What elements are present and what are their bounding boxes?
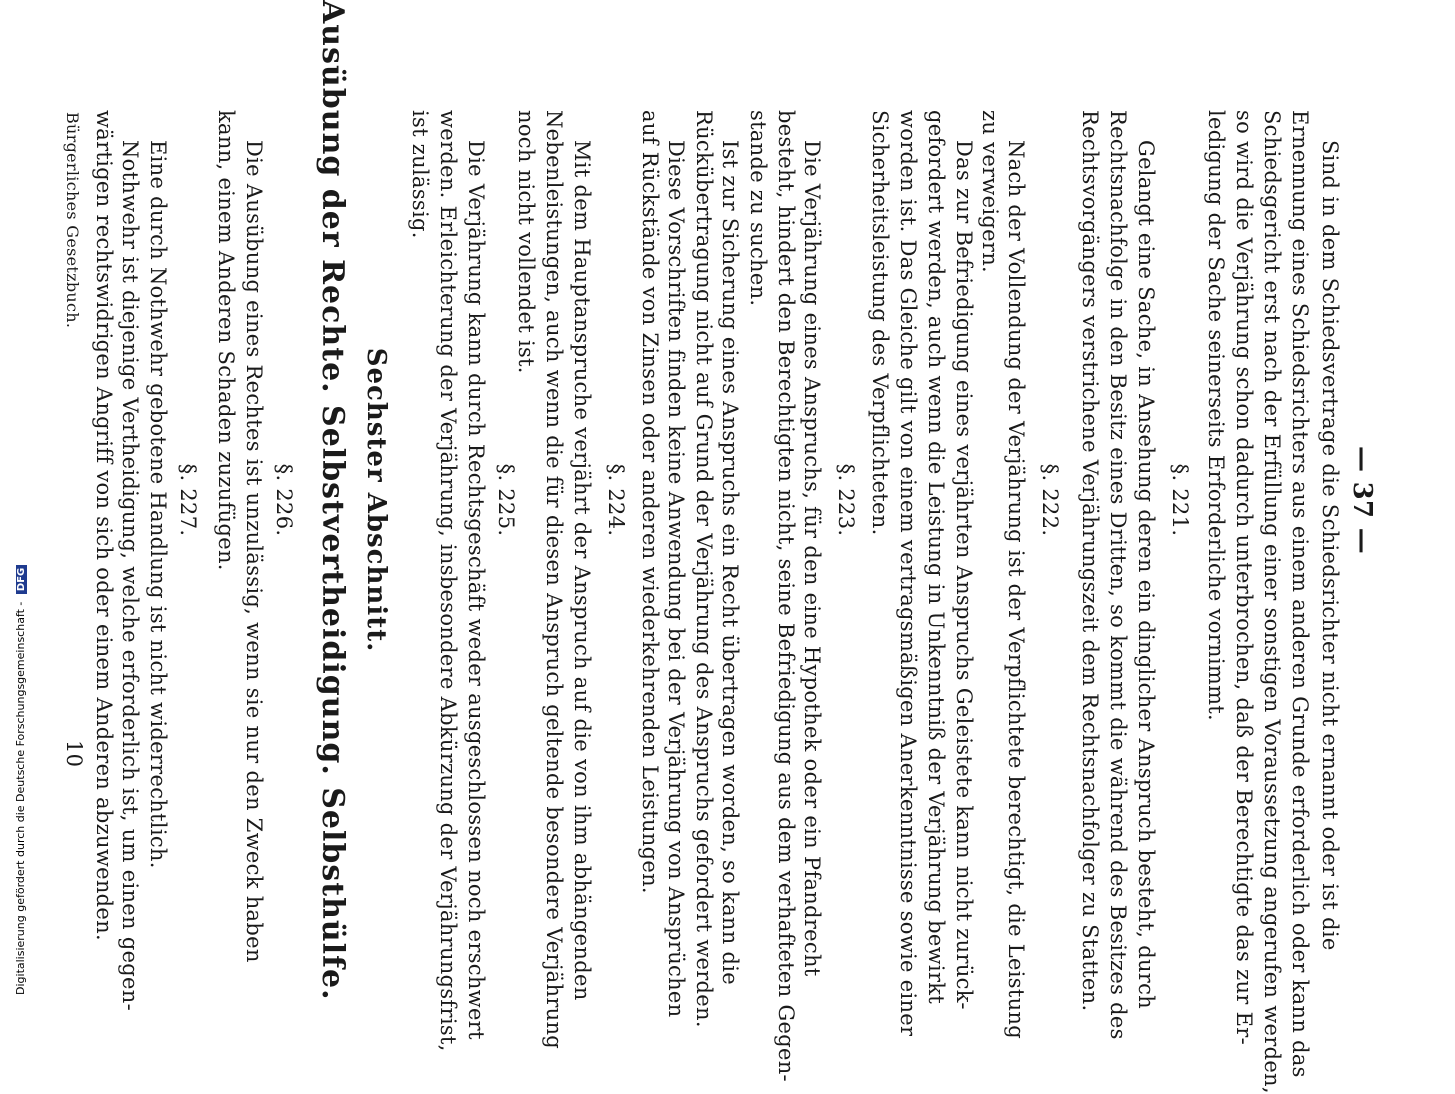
text-line: Diese Vorschriften finden keine Anwendung bei der Verjährung von Ansprüchen — [664, 140, 688, 1018]
text-line: Rechtsvorgängers verstrichene Verjährungszeit dem Rechtsnachfolger zu Statten. — [1078, 110, 1102, 1012]
section-number: §. 222. — [1038, 463, 1062, 537]
digitization-credit — [14, 0, 34, 995]
text-line: Die Ausübung eines Rechtes ist unzulässig, wenn sie nur den Zweck haben — [242, 140, 266, 963]
text-line: kann, einem Anderen Schaden zuzufügen. — [214, 110, 238, 571]
text-line: so wird die Verjährung schon dadurch unterbrochen, daß der Berechtigte das zur Er- — [1232, 110, 1256, 1045]
text-line: Schiedsgericht erst nach der Erfüllung einer sonstigen Voraussetzung angerufen werden, — [1260, 110, 1284, 1094]
text-line: Sind in dem Schiedsvertrage die Schiedsrichter nicht ernannt oder ist die — [1318, 140, 1342, 951]
text-line: werden. Erleichterung der Verjährung, insbesondere Abkürzung der Verjährungsfrist, — [436, 110, 460, 1052]
chapter-title: Ausübung der Rechte. Selbstvertheidigung. Selbsthülfe. — [315, 0, 350, 1001]
text-line: ist zulässig. — [408, 110, 432, 239]
text-line: zu verweigern. — [978, 110, 1002, 274]
text-line: Nebenleistungen, auch wenn die für diesen Anspruch geltende besondere Verjährung — [542, 110, 566, 1050]
chapter-heading: Sechster Abschnitt. — [361, 347, 391, 653]
text-line: Nothwehr ist diejenige Vertheidigung, welche erforderlich ist, um einen gegen- — [118, 140, 142, 1011]
text-line: Nach der Vollendung der Verjährung ist der Verpflichtete berechtigt, die Leistung — [1004, 140, 1028, 1039]
text-line: Ernennung eines Schiedsrichters aus einem anderen Grunde erforderlich oder kann das — [1288, 110, 1312, 1078]
section-number: §. 227. — [176, 463, 200, 537]
section-number: §. 225. — [494, 463, 518, 537]
section-number: §. 224. — [604, 463, 628, 537]
text-line: Eine durch Nothwehr gebotene Handlung ist nicht widerrechtlich. — [146, 140, 170, 869]
text-line: Sicherheitsleistung des Verpflichteten. — [868, 110, 892, 536]
page-number: — 37 — — [1347, 445, 1377, 555]
text-line: Die Verjährung kann durch Rechtsgeschäft weder ausgeschlossen noch erschwert — [464, 140, 488, 1040]
footer-title: Bürgerliches Gesetzbuch. — [63, 112, 82, 329]
section-number: §. 226. — [272, 463, 296, 537]
text-line: Ist zur Sicherung eines Anspruchs ein Recht übertragen worden, so kann die — [718, 140, 742, 986]
digitization-credit-text: Digitalisierung gefördert durch die Deutsche Forschungsgemeinschaft - — [14, 601, 27, 995]
text-line: Mit dem Hauptanspruche verjährt der Anspruch auf die von ihm abhängenden — [570, 140, 594, 1001]
text-line: auf Rückstände von Zinsen oder anderen wiederkehrenden Leistungen. — [638, 110, 662, 894]
signature-number: 10 — [62, 740, 86, 768]
text-line: Die Verjährung eines Anspruchs, für den eine Hypothek oder ein Pfandrecht — [800, 140, 824, 977]
text-line: stande zu suchen. — [746, 110, 770, 307]
text-line: besteht, hindert den Berechtigten nicht, seine Befriedigung aus dem verhafteten Gegen- — [774, 110, 798, 1082]
section-number: §. 221. — [1168, 463, 1192, 537]
text-line: Rechtsnachfolge in den Besitz eines Dritten, so kommt die während des Besitzes des — [1106, 110, 1130, 1040]
text-line: gefordert werden, auch wenn die Leistung in Unkenntniß der Verjährung bewirkt — [924, 110, 948, 1005]
dfg-logo: DFG — [16, 565, 27, 594]
text-line: wärtigen rechtswidrigen Angriff von sich oder einem Anderen abzuwenden. — [92, 110, 116, 941]
text-line: worden ist. Das Gleiche gilt von einem vertragsmäßigen Anerkenntnisse sowie einer — [896, 110, 920, 1037]
text-line: noch nicht vollendet ist. — [514, 110, 538, 374]
text-line: Das zur Befriedigung eines verjährten Anspruchs Geleistete kann nicht zurück- — [952, 140, 976, 1010]
text-line: Rückübertragung nicht auf Grund der Verjährung des Anspruchs gefordert werden. — [692, 110, 716, 1028]
text-line: Gelangt eine Sache, in Ansehung deren ein dinglicher Anspruch besteht, durch — [1134, 140, 1158, 1009]
section-number: §. 223. — [834, 463, 858, 537]
text-line: ledigung der Sache seinerseits Erforderliche vornimmt. — [1204, 110, 1228, 721]
